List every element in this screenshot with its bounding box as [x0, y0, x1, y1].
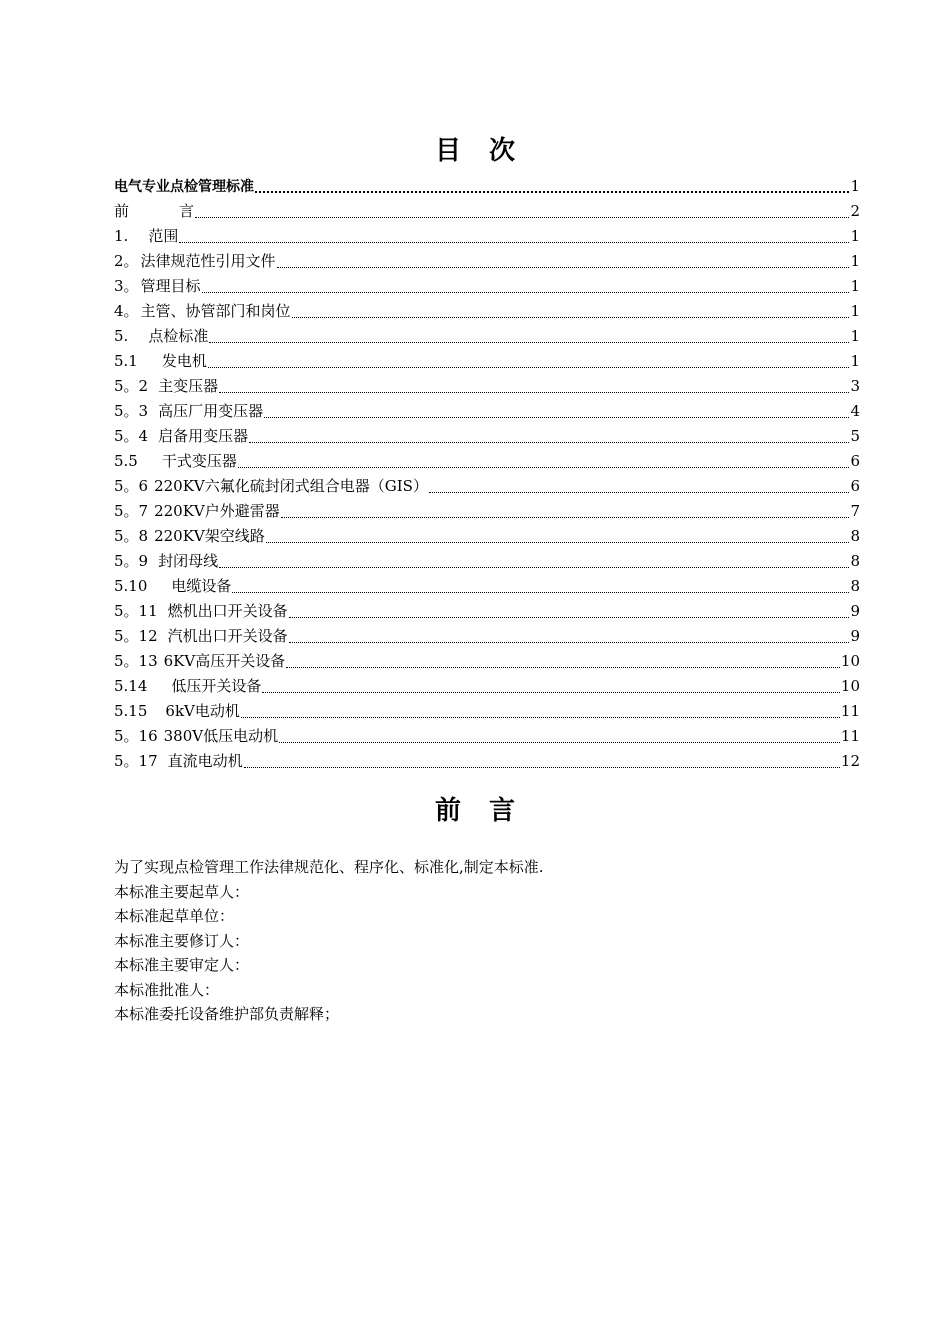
toc-entry-number: 5。2	[114, 377, 149, 395]
toc-entry[interactable]	[114, 174, 860, 199]
toc-entry[interactable]	[114, 699, 860, 724]
toc-leader-dots	[255, 179, 849, 193]
toc-leader-dots	[238, 455, 850, 468]
toc-leader-dots	[286, 655, 840, 668]
toc-entry[interactable]	[114, 624, 860, 649]
toc-entry-page: 10	[840, 652, 860, 670]
toc-entry-label: 干式变压器	[161, 452, 237, 470]
toc-entry[interactable]	[114, 324, 860, 349]
toc-entry-number: 5。17	[114, 752, 158, 770]
toc-entry-page: 7	[850, 502, 860, 520]
toc-entry-page: 5	[850, 427, 860, 445]
toc-leader-dots	[279, 730, 840, 743]
toc-entry-page: 11	[840, 727, 860, 745]
toc-entry-page: 9	[850, 627, 860, 645]
toc-entry-label: 启备用变压器	[158, 427, 249, 445]
preface-title-right: 言	[489, 796, 516, 826]
toc-leader-dots	[232, 580, 849, 593]
toc-entry-page: 1	[850, 227, 860, 245]
toc-entry-page: 9	[850, 602, 860, 620]
toc-leader-dots	[264, 405, 849, 418]
toc-entry[interactable]	[114, 274, 860, 299]
toc-entry-number: 1.	[114, 227, 129, 245]
toc-entry-label: 220KV六氟化硫封闭式组合电器（GIS）	[154, 477, 428, 495]
toc-leader-dots	[219, 555, 849, 568]
toc-entry-number: 5.	[114, 327, 129, 345]
preface-title-left: 前	[434, 796, 461, 826]
toc-entry-page: 10	[840, 677, 860, 695]
toc-entry-page: 1	[850, 277, 860, 295]
toc-entry-number: 5.5	[114, 452, 138, 470]
toc-entry[interactable]	[114, 674, 860, 699]
toc-entry-label: 管理目标	[140, 277, 201, 295]
toc-entry-label: 范围	[148, 227, 179, 245]
toc-entry-page: 12	[840, 752, 860, 770]
toc-entry-number: 5。13	[114, 652, 158, 670]
toc-entry-page: 8	[850, 552, 860, 570]
toc-entry[interactable]	[114, 724, 860, 749]
toc-entry-number: 5。8	[114, 527, 149, 545]
toc-entry-label: 发电机	[161, 352, 207, 370]
toc-entry-label: 燃机出口开关设备	[167, 602, 288, 620]
toc-entry[interactable]	[114, 649, 860, 674]
toc-leader-dots	[277, 255, 850, 268]
toc-entry-label: 6KV高压开关设备	[163, 652, 286, 670]
toc-entry-number: 5.14	[114, 677, 148, 695]
toc-list	[114, 174, 860, 774]
toc-entry-number: 5。7	[114, 502, 149, 520]
toc-entry[interactable]	[114, 749, 860, 774]
toc-entry-page: 1	[850, 327, 860, 345]
toc-entry-label: 220KV架空线路	[154, 527, 265, 545]
toc-entry-number: 5。12	[114, 627, 158, 645]
toc-entry-number: 2。	[114, 252, 139, 270]
toc-leader-dots	[292, 305, 850, 318]
preface-line: 为了实现点检管理工作法律规范化、程序化、标准化,制定本标准.	[114, 858, 544, 876]
toc-entry[interactable]	[114, 399, 860, 424]
toc-entry-number: 5。4	[114, 427, 149, 445]
toc-title	[0, 130, 950, 167]
toc-entry-page: 1	[850, 302, 860, 320]
toc-entry[interactable]	[114, 224, 860, 249]
toc-entry[interactable]	[114, 199, 860, 224]
toc-leader-dots	[281, 505, 850, 518]
toc-entry[interactable]	[114, 599, 860, 624]
toc-leader-dots	[249, 430, 849, 443]
preface-line: 本标准委托设备维护部负责解释；	[114, 1005, 340, 1023]
toc-leader-dots	[244, 755, 840, 768]
toc-entry-number: 5。16	[114, 727, 158, 745]
toc-entry-number: 前	[114, 202, 130, 220]
preface-line: 本标准主要审定人：	[114, 956, 250, 974]
toc-entry-label: 电缆设备	[171, 577, 232, 595]
toc-leader-dots	[429, 480, 850, 493]
toc-leader-dots	[262, 680, 839, 693]
toc-entry-number: 5.10	[114, 577, 148, 595]
toc-entry-number: 5.1	[114, 352, 138, 370]
toc-entry-label: 电气专业点检管理标准	[114, 179, 254, 195]
preface-body	[114, 855, 860, 1027]
toc-entry-page: 1	[850, 352, 860, 370]
toc-entry-number: 5。3	[114, 402, 149, 420]
toc-entry-page: 2	[850, 202, 860, 220]
toc-leader-dots	[195, 205, 849, 218]
toc-entry-page: 1	[850, 252, 860, 270]
toc-leader-dots	[289, 605, 850, 618]
toc-entry[interactable]	[114, 374, 860, 399]
toc-entry-number: 5。9	[114, 552, 149, 570]
toc-entry-page: 8	[850, 527, 860, 545]
toc-entry[interactable]	[114, 449, 860, 474]
toc-entry[interactable]	[114, 499, 860, 524]
toc-entry-label: 高压厂用变压器	[158, 402, 264, 420]
toc-entry-page: 4	[850, 402, 860, 420]
toc-leader-dots	[202, 280, 850, 293]
toc-entry-page: 1	[850, 177, 860, 195]
toc-entry-label: 点检标准	[148, 327, 209, 345]
toc-leader-dots	[289, 630, 850, 643]
preface-line: 本标准主要起草人：	[114, 882, 250, 901]
toc-entry-label: 低压开关设备	[171, 677, 262, 695]
toc-entry[interactable]	[114, 549, 860, 574]
toc-leader-dots	[219, 380, 849, 393]
toc-entry-number: 5。6	[114, 477, 149, 495]
toc-entry-label: 直流电动机	[167, 752, 243, 770]
toc-leader-dots	[179, 230, 849, 243]
toc-entry-label: 主管、协管部门和岗位	[140, 302, 291, 320]
toc-entry-label: 法律规范性引用文件	[140, 252, 276, 270]
toc-entry-page: 8	[850, 577, 860, 595]
toc-entry-page: 6	[850, 452, 860, 470]
toc-entry-number: 4。	[114, 302, 139, 320]
toc-entry-label: 汽机出口开关设备	[167, 627, 288, 645]
toc-entry[interactable]	[114, 424, 860, 449]
toc-entry-label: 220KV户外避雷器	[154, 502, 280, 520]
preface-line: 本标准主要修订人：	[114, 931, 250, 950]
toc-entry-page: 6	[850, 477, 860, 495]
toc-entry[interactable]	[114, 574, 860, 599]
preface-line: 本标准批准人：	[114, 980, 220, 999]
toc-entry-label: 6kV电动机	[165, 702, 240, 720]
toc-leader-dots	[209, 330, 849, 343]
toc-entry[interactable]	[114, 474, 860, 499]
toc-entry-label: 封闭母线	[158, 552, 219, 570]
toc-entry-label: 主变压器	[158, 377, 219, 395]
preface-title	[0, 790, 950, 827]
toc-entry[interactable]	[114, 524, 860, 549]
toc-leader-dots	[241, 705, 840, 718]
toc-entry[interactable]	[114, 349, 860, 374]
toc-entry-page: 3	[850, 377, 860, 395]
toc-entry-label: 380V低压电动机	[163, 727, 279, 745]
toc-entry-number: 5.15	[114, 702, 148, 720]
preface-line: 本标准起草单位：	[114, 907, 235, 925]
toc-entry[interactable]	[114, 299, 860, 324]
toc-entry-label: 言	[179, 202, 195, 220]
toc-title-right: 次	[489, 136, 516, 166]
toc-leader-dots	[266, 530, 850, 543]
toc-entry-number: 3。	[114, 277, 139, 295]
toc-entry[interactable]	[114, 249, 860, 274]
toc-title-left: 目	[434, 136, 461, 166]
toc-leader-dots	[208, 355, 850, 368]
toc-entry-number: 5。11	[114, 602, 158, 620]
toc-entry-page: 11	[840, 702, 860, 720]
